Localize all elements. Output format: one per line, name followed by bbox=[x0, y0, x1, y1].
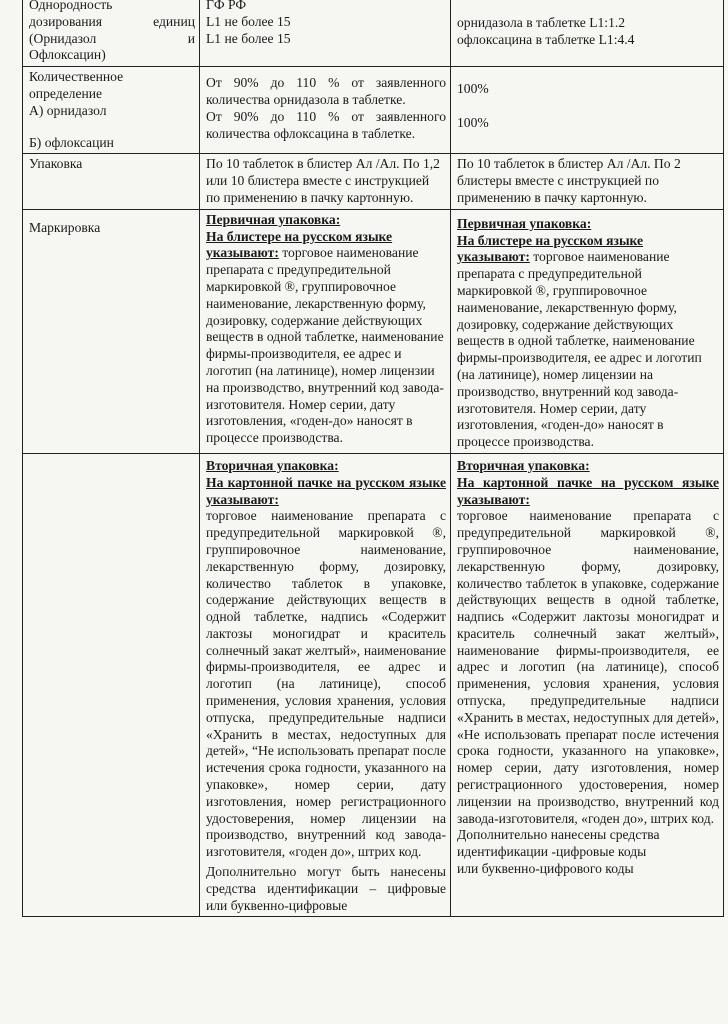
assay-label-line: А) орнидазол bbox=[29, 102, 107, 118]
marking-label: Маркировка bbox=[29, 219, 101, 235]
primary-text-result: торговое наименование препарата с предупредительной маркировкой ®, группировочное наименование, лекарственную форму, дозировку, содержание действующих веществ в одной таблетке, наименование фирмы-производителя, ее адрес и логотип (на латинице), номер лицензии на производство, внутренний код завода-изготовителя. Номер серии, дату изготовления, «годен-до» наносят в процессе производства. bbox=[457, 249, 702, 450]
primary-text-spec: торговое наименование препарата с предупредительной маркировкой ®, группировочное наименование, лекарственную форму, дозировку, содержание действующих веществ в одной таблетке, наименование фирмы-производителя, ее адрес и логотип (на латинице), номер лицензии на производство, внутренний код завода-изготовителя. Номер серии, дату изготовления, «годен-до» наносят в процессе производства. bbox=[206, 245, 444, 446]
secondary-extra-result-line: идентификации -цифровые коды bbox=[457, 844, 647, 860]
secondary-extra-result-line: Дополнительно нанесены средства bbox=[457, 827, 660, 843]
secondary-extra-spec: Дополнительно могут быть нанесены средства идентификации – цифровые или буквенно-цифровые bbox=[206, 864, 446, 913]
uniformity-spec-cell bbox=[200, 0, 451, 67]
primary-heading: Первичная упаковка: bbox=[457, 215, 592, 231]
uniformity-label-line bbox=[29, 31, 195, 48]
secondary-heading: Вторичная упаковка: bbox=[206, 457, 339, 473]
assay-spec-ornidazole: От 90% до 110 % от заявленного количества орнидазола в таблетке. bbox=[206, 75, 446, 107]
uniformity-spec-line: ГФ РФ bbox=[206, 0, 247, 12]
uniformity-label-word: дозирования bbox=[29, 13, 103, 29]
secondary-subheading: На картонной пачке на русском языке указывают: bbox=[457, 474, 719, 507]
marking-primary-spec-cell bbox=[200, 209, 451, 453]
uniformity-label-word: единиц bbox=[153, 13, 195, 29]
uniformity-label-line bbox=[29, 14, 195, 31]
secondary-heading: Вторичная упаковка: bbox=[457, 457, 590, 473]
primary-subheading: На блистере на русском языке bbox=[457, 232, 644, 248]
uniformity-result-line: офлоксацина в таблетке L1:4.4 bbox=[457, 31, 635, 47]
table-row-marking-primary bbox=[23, 209, 724, 453]
marking-secondary-result-cell bbox=[451, 453, 724, 917]
primary-says-label: указывают: bbox=[206, 245, 279, 261]
uniformity-spec-line: L1 не более 15 bbox=[206, 13, 291, 29]
assay-result-cell bbox=[451, 67, 724, 154]
marking-primary-result-cell bbox=[451, 209, 724, 453]
secondary-subheading: На картонной пачке на русском языке указывают: bbox=[206, 474, 446, 507]
secondary-text-spec: торговое наименование препарата с предупредительной маркировкой ®, группировочное наименование, лекарственную форму, дозировку, количество таблеток в упаковке, содержание действующих веществ в одной таблетке, надпись «Содержит лактозы моногидрат и краситель солнечный закат желтый», наименование фирмы-производителя, ее адрес и логотип (на латинице), способ применения, условия хранения, условия отпуска, предупредительные надписи «Хранить в местах, недоступных для детей», “Не использовать препарат после истечения срока годности, указанного на упаковке», номер серии, дату изготовления, номер регистрационного удостоверения, номер лицензии на производство, внутренний код завода-изготовителя, «годен до», штрих код. bbox=[206, 508, 446, 860]
assay-label-line: Количественное bbox=[29, 69, 124, 85]
secondary-text-result: торговое наименование препарата с предупредительной маркировкой ®, группировочное наименование, лекарственную форму, дозировку, количество таблеток в упаковке, содержание действующих веществ в одной таблетке, надпись «Содержит лактозы моногидрат и краситель солнечный закат желтый», наименование фирмы-производителя, ее адрес и логотип (на латинице), способ применения, условия хранения, условия отпуска, предупредительные надписи «Хранить в местах, недоступных для детей», «Не использовать препарат после истечения срока годности, указанного на упаковке», номер серии, дату изготовления, номер регистрационного удостоверения, номер лицензии на производство, внутренний код завода-изготовителя, «годен до», штрих код. bbox=[457, 508, 719, 826]
uniformity-label-word: и bbox=[187, 30, 195, 46]
secondary-extra-result-line: или буквенно-цифрового коды bbox=[457, 861, 634, 877]
packaging-spec-cell: По 10 таблеток в блистер Ал /Ал. По 1,2 или 10 блистера вместе с инструкцией по применению в пачку картонную. bbox=[200, 154, 451, 209]
assay-label-line: Б) офлоксацин bbox=[29, 134, 114, 150]
marking-label-cell bbox=[23, 209, 200, 453]
packaging-label-cell: Упаковка bbox=[23, 154, 200, 209]
assay-spec-ofloxacin: От 90% до 110 % от заявленного количества офлоксацина в таблетке. bbox=[206, 108, 446, 141]
table-row-uniformity bbox=[23, 0, 724, 67]
marking-secondary-spec-cell bbox=[200, 453, 451, 917]
assay-label-line: определение bbox=[29, 85, 103, 101]
uniformity-result-line: орнидазола в таблетке L1:1.2 bbox=[457, 15, 626, 30]
uniformity-spec-line: L1 не более 15 bbox=[206, 30, 291, 46]
primary-heading: Первичная упаковка: bbox=[206, 211, 341, 227]
uniformity-result-cell bbox=[451, 0, 724, 67]
uniformity-label-word: (Орнидазол bbox=[29, 30, 97, 46]
marking-secondary-label-cell bbox=[23, 453, 200, 917]
specification-table bbox=[22, 0, 724, 917]
packaging-result-cell: По 10 таблеток в блистер Ал /Ал. По 2 блистеры вместе с инструкцией по применению в пачку картонную. bbox=[451, 154, 724, 209]
assay-result-ofloxacin: 100% bbox=[457, 114, 489, 130]
table-row-marking-secondary bbox=[23, 453, 724, 917]
uniformity-label-line: Однородность bbox=[29, 0, 113, 12]
uniformity-label-line: Офлоксацин) bbox=[29, 47, 106, 63]
table-row-packaging bbox=[23, 154, 724, 209]
assay-spec-cell bbox=[200, 67, 451, 154]
assay-result-ornidazole: 100% bbox=[457, 81, 489, 97]
primary-subheading: На блистере на русском языке bbox=[206, 228, 393, 244]
primary-says-label: указывают: bbox=[457, 249, 530, 265]
table-row-assay bbox=[23, 67, 724, 154]
uniformity-label-cell bbox=[23, 0, 200, 67]
assay-result-spacer bbox=[457, 98, 719, 115]
assay-label-cell bbox=[23, 67, 200, 154]
assay-label-spacer bbox=[29, 120, 195, 135]
